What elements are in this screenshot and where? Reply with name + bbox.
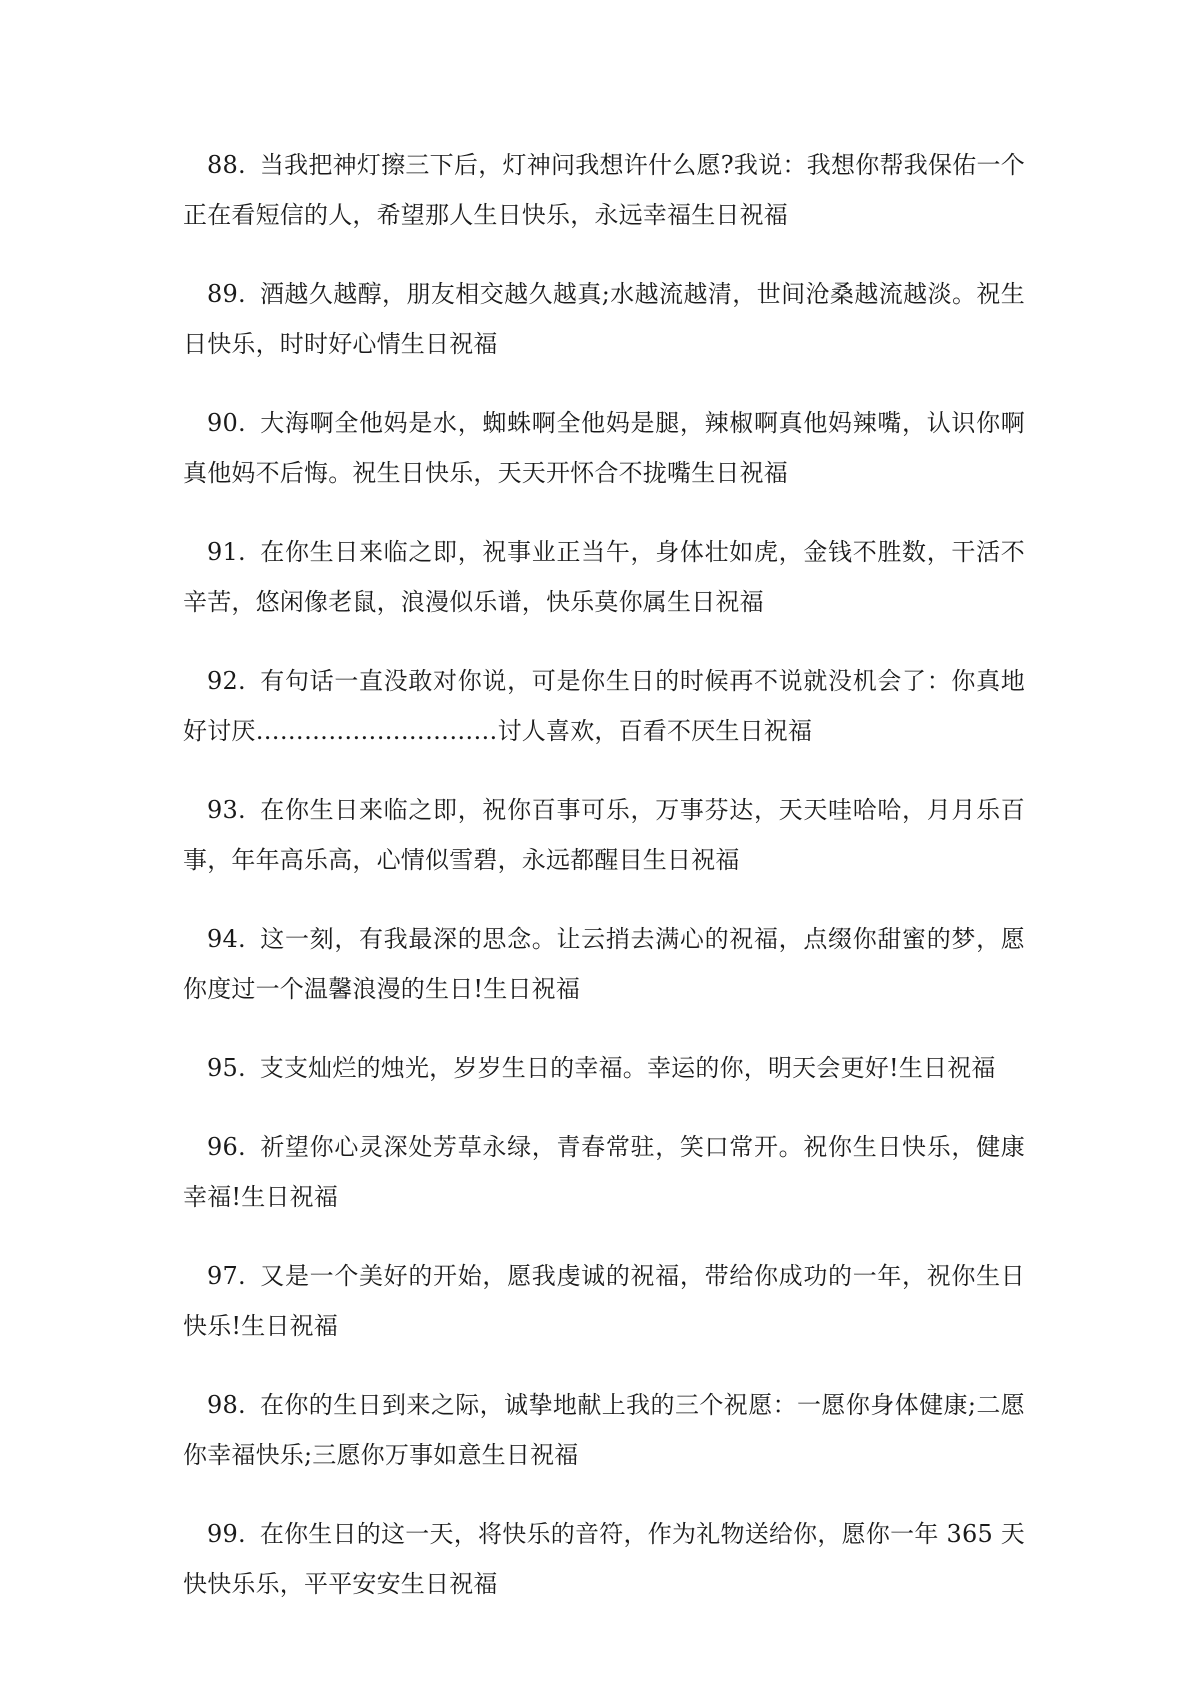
item-number: 99. [207, 1520, 246, 1548]
item-text: 有句话一直没敢对你说，可是你生日的时候再不说就没机会了：你真地好讨厌…………………………讨人喜欢，百看不厌生日祝福 [183, 667, 1025, 745]
list-item-99 [183, 1509, 1025, 1609]
item-text: 当我把神灯擦三下后，灯神问我想许什么愿?我说：我想你帮我保佑一个正在看短信的人，希望那人生日快乐，永远幸福生日祝福 [183, 151, 1025, 229]
item-number: 92. [207, 667, 246, 695]
list-item-98 [183, 1380, 1025, 1480]
list-item-94 [183, 914, 1025, 1014]
list-item-96 [183, 1122, 1025, 1222]
item-text: 在你生日来临之即，祝你百事可乐，万事芬达，天天哇哈哈，月月乐百事，年年高乐高，心情似雪碧，永远都醒目生日祝福 [183, 796, 1025, 874]
item-number: 89. [207, 280, 246, 308]
item-number: 95. [207, 1054, 246, 1082]
list-item-97 [183, 1251, 1025, 1351]
item-number: 93. [207, 796, 246, 824]
item-number: 98. [207, 1391, 246, 1419]
item-number: 90. [207, 409, 246, 437]
item-number: 97. [207, 1262, 246, 1290]
item-text: 在你的生日到来之际，诚挚地献上我的三个祝愿：一愿你身体健康;二愿你幸福快乐;三愿你万事如意生日祝福 [183, 1391, 1025, 1469]
item-number: 88. [207, 151, 246, 179]
list-item-90 [183, 398, 1025, 498]
item-text: 祈望你心灵深处芳草永绿，青春常驻，笑口常开。祝你生日快乐，健康幸福!生日祝福 [183, 1133, 1025, 1211]
list-item-88 [183, 140, 1025, 240]
item-number: 94. [207, 925, 246, 953]
list-item-93 [183, 785, 1025, 885]
item-text: 支支灿烂的烛光，岁岁生日的幸福。幸运的你，明天会更好!生日祝福 [259, 1054, 996, 1082]
list-item-92 [183, 656, 1025, 756]
list-item-89 [183, 269, 1025, 369]
item-number: 96. [207, 1133, 246, 1161]
list-item-95 [183, 1043, 1025, 1093]
item-text: 在你生日来临之即，祝事业正当午，身体壮如虎，金钱不胜数，干活不辛苦，悠闲像老鼠，浪漫似乐谱，快乐莫你属生日祝福 [183, 538, 1025, 616]
list-item-91 [183, 527, 1025, 627]
item-number: 91. [207, 538, 246, 566]
item-text: 大海啊全他妈是水，蜘蛛啊全他妈是腿，辣椒啊真他妈辣嘴，认识你啊真他妈不后悔。祝生日快乐，天天开怀合不拢嘴生日祝福 [183, 409, 1025, 487]
item-text: 这一刻，有我最深的思念。让云捎去满心的祝福，点缀你甜蜜的梦，愿你度过一个温馨浪漫的生日!生日祝福 [183, 925, 1025, 1003]
item-text: 在你生日的这一天，将快乐的音符，作为礼物送给你，愿你一年 365 天快快乐乐，平平安安生日祝福 [183, 1520, 1025, 1598]
document-body [183, 140, 1025, 1638]
item-text: 酒越久越醇，朋友相交越久越真;水越流越清，世间沧桑越流越淡。祝生日快乐，时时好心情生日祝福 [183, 280, 1025, 358]
item-text: 又是一个美好的开始，愿我虔诚的祝福，带给你成功的一年，祝你生日快乐!生日祝福 [183, 1262, 1025, 1340]
